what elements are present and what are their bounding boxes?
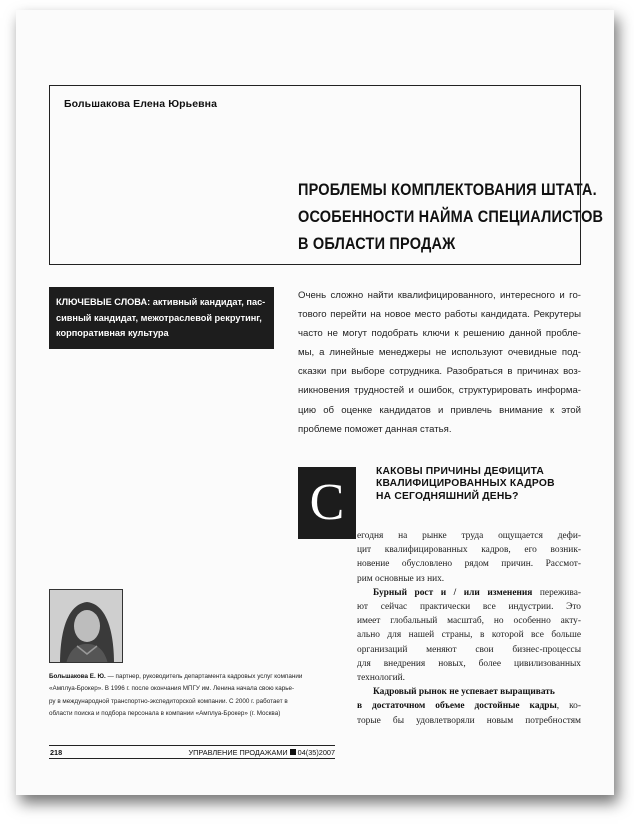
page-number: 218: [50, 747, 63, 757]
section-heading: [376, 466, 586, 503]
page-footer: [49, 745, 335, 759]
author-photo: [49, 589, 123, 663]
body-line: егодня на рынке труда ощущается дефи-: [357, 531, 581, 541]
article-title: [298, 177, 604, 258]
heading-line: КВАЛИФИЦИРОВАННЫХ КАДРОВ: [376, 478, 555, 490]
body-line: [357, 699, 581, 713]
title-line: ОСОБЕННОСТИ НАЙМА СПЕЦИАЛИСТОВ: [298, 208, 604, 226]
bio-line: области поиска и подбора персонала в компании «Амплуа-Брокер» (г. Москва): [49, 710, 281, 718]
body-line: технологий.: [357, 673, 405, 684]
body-line: для внедрения новых, более цивилизованных: [357, 658, 581, 669]
body-line: [357, 685, 581, 699]
bio-name: Большакова Е. Ю.: [49, 673, 106, 680]
journal-name: УПРАВЛЕНИЕ ПРОДАЖАМИ: [188, 747, 288, 757]
intro-line: Очень сложно найти квалифицированного, интересного и го-: [298, 290, 581, 301]
keywords-line: корпоративная культура: [56, 328, 169, 338]
title-line: ПРОБЛЕМЫ КОМПЛЕКТОВАНИЯ ШТАТА.: [298, 181, 597, 199]
text-span: , ко-: [556, 701, 581, 712]
body-line: новение обусловлено рядом причин. Рассмот-: [357, 559, 581, 570]
title-line: В ОБЛАСТИ ПРОДАЖ: [298, 235, 456, 253]
keywords-line: КЛЮЧЕВЫЕ СЛОВА: активный кандидат, пас-: [56, 297, 266, 307]
portrait-image: [50, 590, 123, 663]
bio-line: ру в международной транспортно-экспедиторской компании. С 2000 г. работает в: [49, 697, 288, 705]
bold-phrase: Бурный рост и / или изменения: [373, 587, 533, 598]
body-line: имеет глобальный масштаб, но особенно акту-: [357, 616, 581, 627]
body-line: ют сейчас практически все индустрии. Это: [357, 602, 581, 613]
text-span: — партнер, руководитель департамента кадровых услуг компании: [105, 673, 303, 680]
keywords-line: сивный кандидат, межотраслевой рекрутинг,: [56, 312, 262, 323]
intro-line: сказки при выборе сотрудника. Разобраться в причинах воз-: [298, 366, 581, 378]
body-line: цит квалифицированных кадров, его возник-: [357, 545, 581, 556]
intro-line: никновения трудностей и ошибок, структурировать информа-: [298, 385, 581, 397]
intro-line: часто не могут подобрать ключи к решению данной пробле-: [298, 328, 581, 340]
bio-line: [49, 671, 339, 683]
keywords-box: [49, 287, 274, 349]
heading-line: НА СЕГОДНЯШНИЙ ДЕНЬ?: [376, 490, 519, 502]
body-text-column: [357, 529, 581, 728]
body-line: рим основные из них.: [357, 573, 445, 584]
author-name: Большакова Елена Юрьевна: [64, 98, 218, 110]
intro-paragraph: [298, 286, 581, 439]
body-line: организаций меняют свои бизнес-процессы: [357, 644, 581, 655]
heading-line: КАКОВЫ ПРИЧИНЫ ДЕФИЦИТА: [376, 466, 545, 477]
body-line: ально для нашей страны, в которой все больше: [357, 630, 581, 641]
intro-line: цию об оценке кандидатов и привлечь внимание к этой: [298, 404, 581, 416]
text-span: пережива-: [532, 587, 582, 598]
bio-line: «Амплуа-Брокер». В 1996 г. после окончания МПГУ им. Ленина начала свою карье-: [49, 685, 295, 693]
author-bio: [49, 671, 339, 721]
intro-line: тового перейти на новое место работы кандидата. Рекрутеры: [298, 309, 581, 321]
intro-line: проблеме поможет данная статья.: [298, 423, 452, 435]
body-line: [357, 586, 581, 600]
intro-line: мы, а линейные менеджеры не используют очевидные под-: [298, 347, 581, 359]
bold-phrase: Кадровый рынок не успевает выращивать: [373, 687, 555, 698]
issue-number: 04(35)2007: [297, 747, 335, 757]
footer-journal: [188, 748, 335, 757]
square-bullet-icon: [290, 749, 296, 755]
bold-phrase: в достаточном объеме достойные кадры: [357, 701, 557, 712]
body-line: торые бы удовлетворяли новым потребностям: [357, 715, 581, 726]
drop-cap: С: [298, 467, 356, 539]
